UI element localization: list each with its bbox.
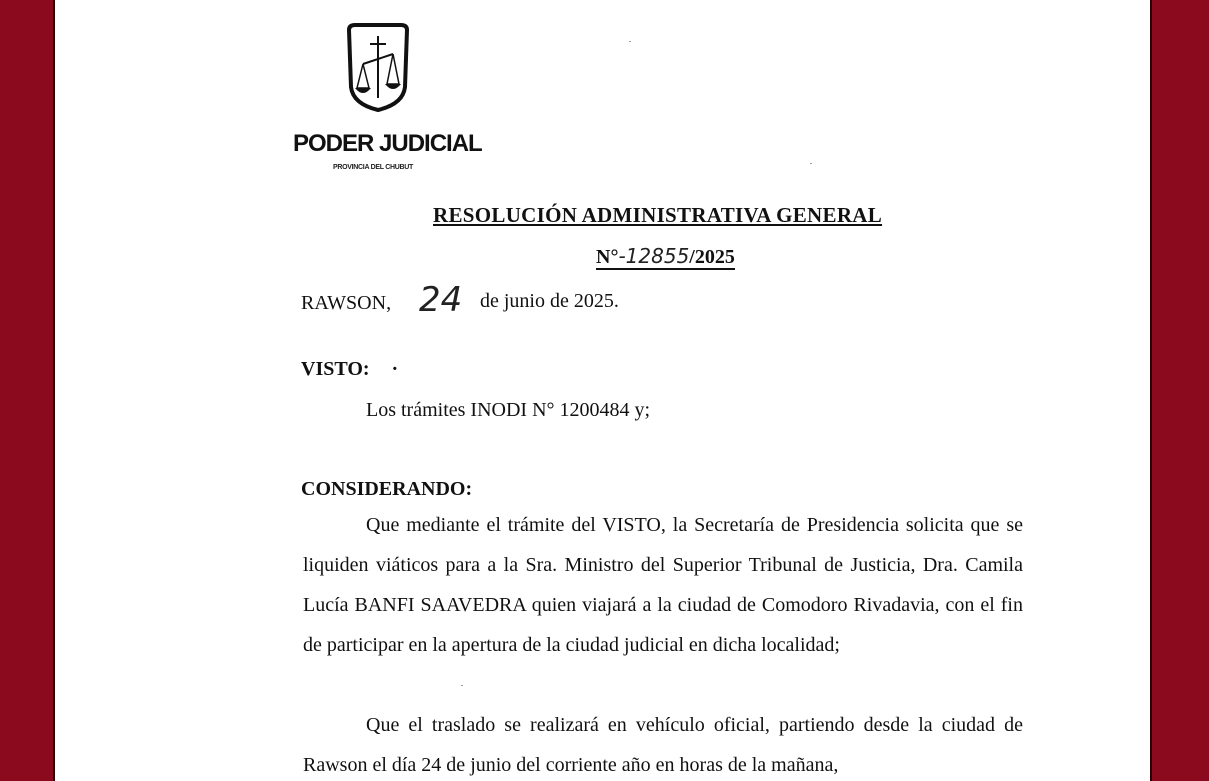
date-day-handwritten: 24 (419, 280, 463, 320)
resolution-number-prefix: N° (596, 246, 619, 268)
scales-of-justice-emblem-icon (343, 22, 413, 112)
visto-label-text: VISTO: (301, 358, 370, 380)
resolution-number (596, 245, 735, 270)
visto-paragraph (303, 390, 1023, 430)
date-month-year: de junio de 2025. (480, 290, 619, 312)
resolution-number-suffix: /2025 (689, 246, 735, 268)
resolution-number-handwritten: -12855 (618, 244, 690, 268)
scan-speck (461, 685, 463, 686)
letterhead-logo (293, 22, 482, 182)
scan-speck (629, 41, 631, 42)
document-page (53, 0, 1152, 781)
page-frame-left (0, 0, 53, 781)
visto-text: Los trámites INODI N° 1200484 y; (366, 399, 651, 421)
resolution-heading: RESOLUCIÓN ADMINISTRATIVA GENERAL (433, 203, 883, 227)
considerando-paragraph-2: Que el traslado se realizará en vehículo oficial, partiendo desde la ciudad de Rawson el día 24 de junio del corriente año en horas de la mañana, (303, 714, 1023, 776)
letterhead-subtitle: PROVINCIA DEL CHUBUT (333, 164, 413, 171)
visto-mark: · (391, 358, 399, 380)
scan-speck (810, 163, 812, 164)
page-frame-right (1152, 0, 1209, 781)
date-place: RAWSON, (301, 292, 392, 314)
considerando-label: CONSIDERANDO: (301, 478, 473, 500)
visto-label (301, 358, 398, 381)
considerando-paragraph-1: Que mediante el trámite del VISTO, la Secretaría de Presidencia solicita que se liquiden viáticos para a la Sra. Ministro del Superior Tribunal de Justicia, Dra. Camila Lucía BANFI SAAVEDRA quien viajará a la ciudad de Comodoro Rivadavia, con el fin de participar en la apertura de la ciudad judicial en dicha localidad; (303, 514, 1023, 656)
letterhead-title: PODER JUDICIAL (293, 130, 482, 157)
